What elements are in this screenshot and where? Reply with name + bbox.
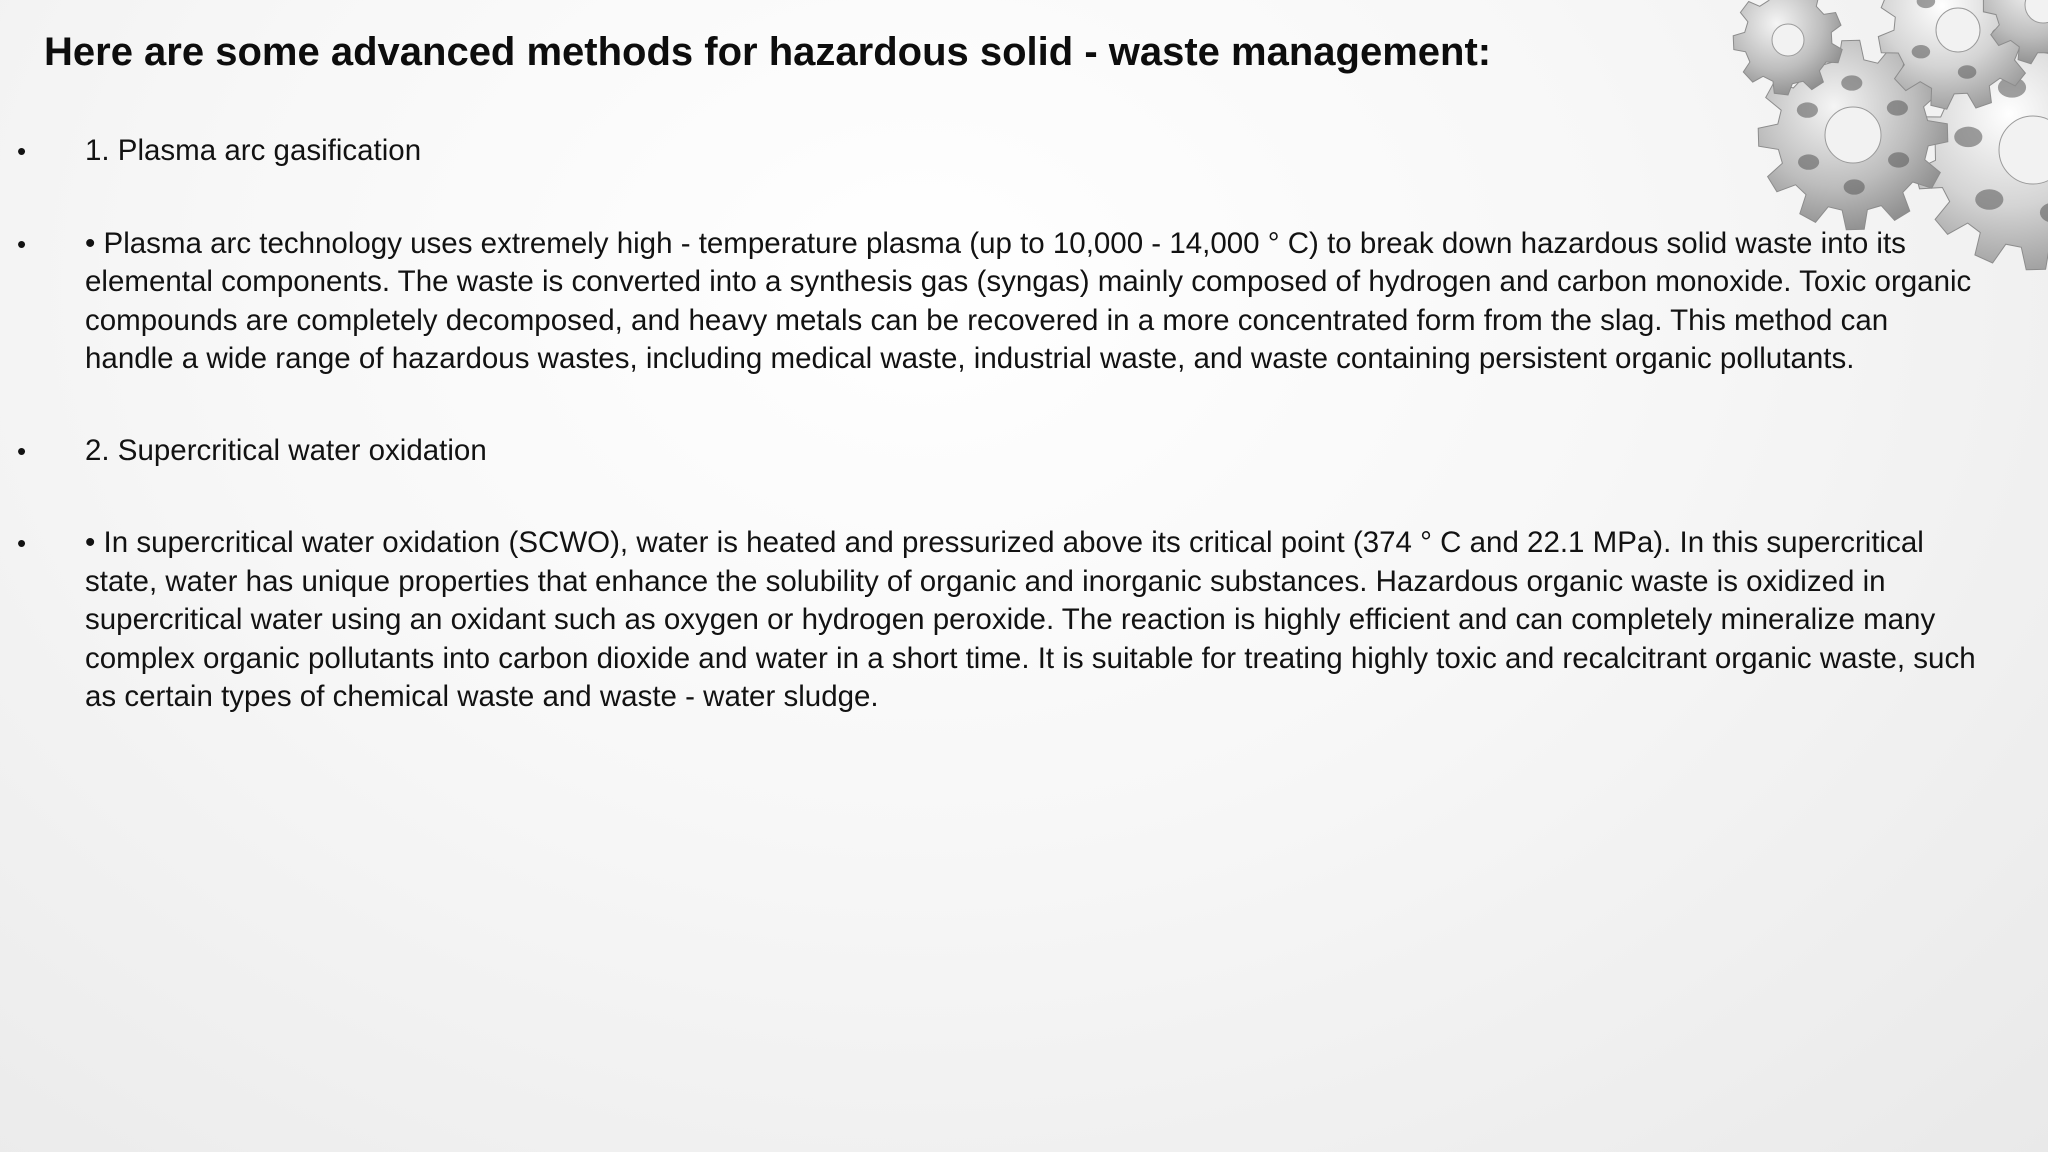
gear-hole: [1912, 45, 1930, 58]
bullet-list: [0, 132, 2000, 770]
gear-hole: [1772, 24, 1804, 56]
gear-hole: [1936, 8, 1980, 52]
bullet-marker: •: [17, 528, 27, 558]
gear-hole: [1887, 100, 1908, 115]
list-item: [0, 132, 2000, 171]
list-item: [0, 225, 2000, 379]
list-item: [0, 524, 2000, 717]
method-description: • Plasma arc technology uses extremely high - temperature plasma (up to 10,000 - 14,000 ° C) to break down hazardous solid waste into its elemental components. The waste is converted into a synthesis gas (syngas) mainly composed of hydrogen and carbon monoxide. Toxic organic compounds are completely decomposed, and heavy metals can be recovered in a more concentrated form from the slag. This method can handle a wide range of hazardous wastes, including medical waste, industrial waste, and waste containing persistent organic pollutants.: [85, 226, 1972, 375]
bullet-marker: •: [17, 136, 27, 166]
method-description: • In supercritical water oxidation (SCWO), water is heated and pressurized above its critical point (374 ° C and 22.1 MPa). In this supercritical state, water has unique properties that enhance the solubility of organic and inorganic substances. Hazardous organic waste is oxidized in supercritical water using an oxidant such as oxygen or hydrogen peroxide. The reaction is highly efficient and can completely mineralize many complex organic pollutants into carbon dioxide and water in a short time. It is suitable for treating highly toxic and recalcitrant organic waste, such as certain types of chemical waste and waste - water sludge.: [85, 526, 1976, 713]
method-heading: 2. Supercritical water oxidation: [85, 433, 487, 467]
gear-hole: [1958, 65, 1976, 78]
list-item: [0, 432, 2000, 471]
method-heading: 1. Plasma arc gasification: [85, 134, 422, 167]
bullet-marker: •: [17, 228, 27, 259]
gear-hole: [1797, 102, 1818, 117]
bullet-marker: •: [17, 435, 27, 466]
slide-title: Here are some advanced methods for hazardous solid - waste management:: [44, 30, 1492, 74]
gear-hole: [1841, 75, 1862, 90]
